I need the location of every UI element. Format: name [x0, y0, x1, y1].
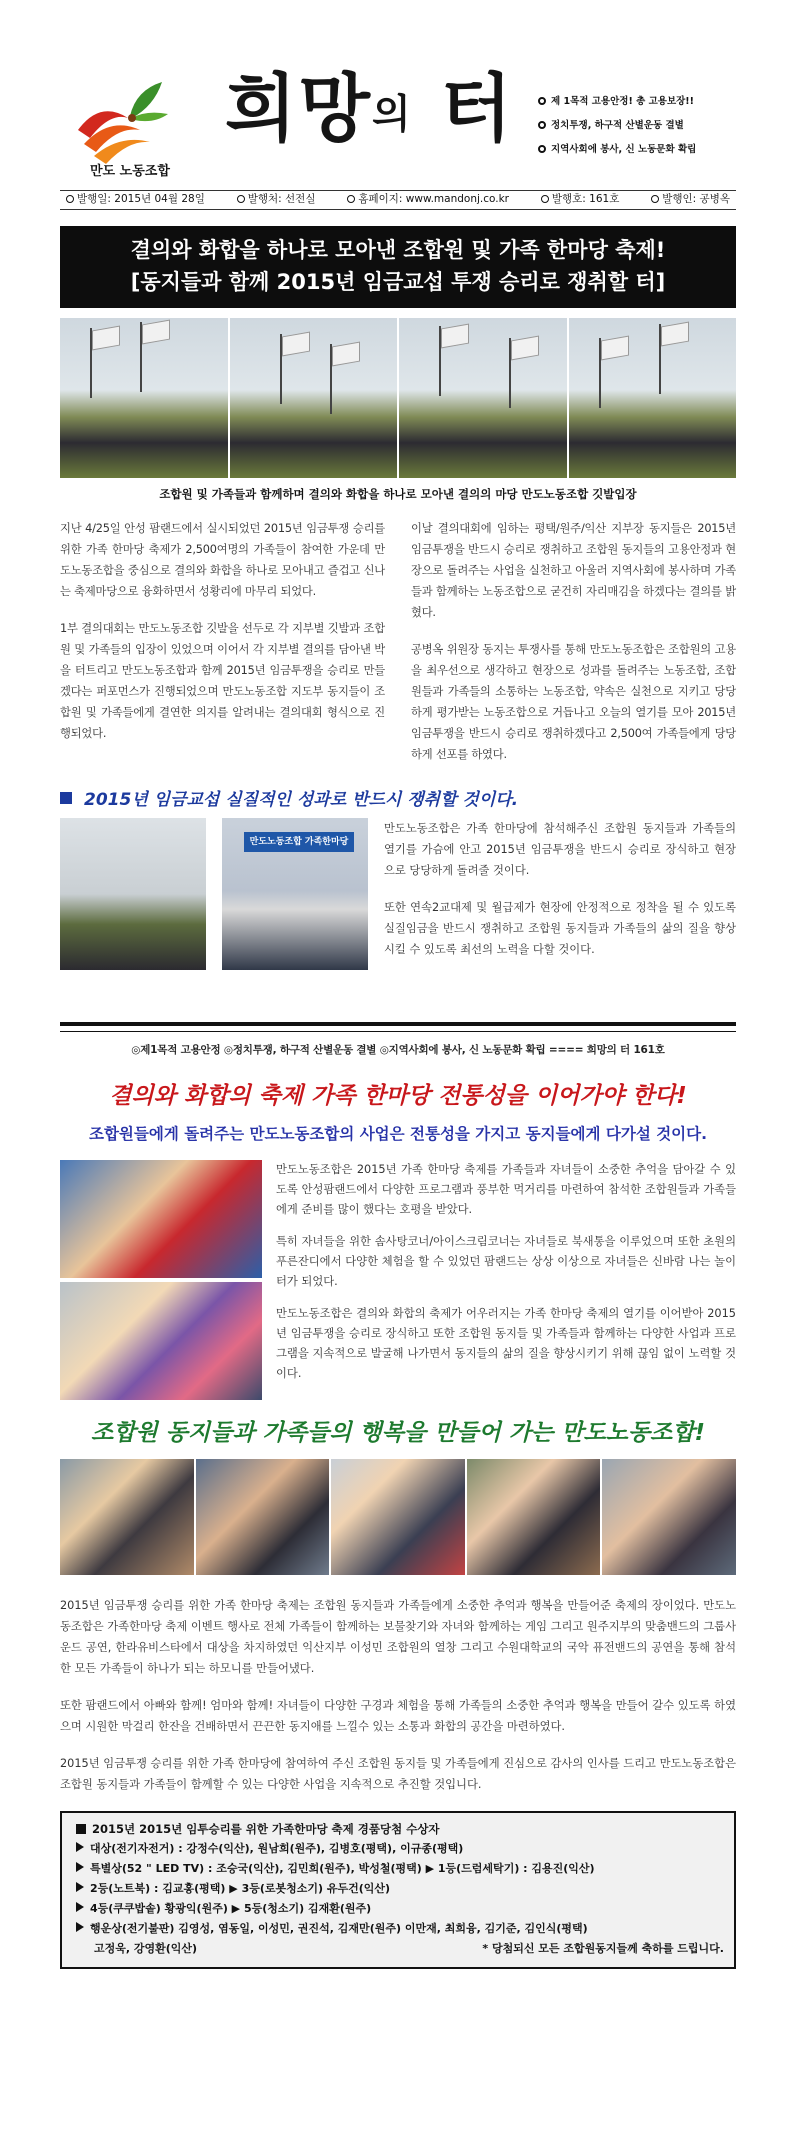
paragraph: 공병옥 위원장 동지는 투쟁사를 통해 만도노동조합은 조합원의 고용을 최우선으로 생각하고 현장으로 성과를 돌려주는 노동조합, 조합원들과 가족들의 소통하는 노동조합, 약속은 실천으로 지키고 당당하게 평가받는 노동조합으로 거듭나고 오늘의 열기를 모아 2015년 임금투쟁을 반드시 승리로 쟁취하겠다고 2,500여 가족들에게 당당하게 선포를 하였다. [411, 643, 736, 761]
photo-caption: 조합원 및 가족들과 함께하며 결의와 화합을 하나로 모아낸 결의의 마당 만도노동조합 깃발입장 [159, 487, 637, 501]
photo-family-3 [331, 1459, 465, 1575]
article-3 [60, 1160, 736, 1400]
paragraph: 또한 팜랜드에서 아빠와 함께! 엄마와 함께! 자녀들이 다양한 구경과 체험을 통해 가족들의 소중한 추억과 행복을 만들어 갈수 있도록 하였으며 시원한 막걸리 한잔을 건배하면서 끈끈한 동지애를 느낄수 있는 소통과 화합의 공간을 마련하였다. [60, 1699, 736, 1733]
prize-row-last [76, 1939, 724, 1959]
masthead [60, 0, 736, 190]
bullet-icon [538, 145, 546, 153]
triangle-bullet-icon [76, 1902, 84, 1912]
paragraph: 만도노동조합은 가족 한마당에 참석해주신 조합원 동지들과 가족들의 열기를 가슴에 안고 2015년 임금투쟁을 반드시 승리로 장식하고 현장으로 당당하게 돌려줄 것이다. [384, 822, 736, 877]
subheadline-tradition: 조합원들에게 돌려주는 만도노동조합의 사업은 전통성을 가지고 동지들에게 다가설 것이다. [88, 1125, 708, 1143]
slogan-ticker: ◎제1목적 고용안정 ◎정치투쟁, 하구적 산별운동 결별 ◎지역사회에 봉사, 신 노동문화 확립 ==== 희망의 터 161호 [131, 1044, 665, 1056]
prize-row: 2등(노트북) : 김교홍(평택) ▶ 3등(로봇청소기) 유두건(익산) [76, 1879, 724, 1899]
photo-children-1 [60, 1160, 262, 1278]
info-publisher: 발행처: 선전실 [237, 191, 316, 209]
triangle-bullet-icon [76, 1882, 84, 1892]
prize-row: 대상(전기자전거) : 강정수(익산), 원남희(원주), 김병호(평택), 이규종(평택) [76, 1839, 724, 1859]
flag-entry-photos [60, 318, 736, 478]
bullet-icon [541, 195, 549, 203]
main-headline [60, 226, 736, 308]
photo-family-4 [467, 1459, 601, 1575]
family-photos [60, 1459, 736, 1575]
photo-balloon-pole [60, 818, 206, 970]
photo-flag-entry-4 [569, 318, 737, 478]
bullet-icon [538, 97, 546, 105]
square-bullet-icon [76, 1824, 86, 1834]
prize-winners-box [60, 1811, 736, 1969]
article-4 [60, 1595, 736, 1795]
article-2-text [384, 818, 736, 976]
slogan-2: 정치투쟁, 하구적 산별운동 결별 [538, 114, 728, 138]
info-issue: 발행호: 161호 [541, 191, 620, 209]
photo-stage-group [222, 818, 368, 970]
prize-row: 행운상(전기불판) 김영성, 염동일, 이성민, 권진석, 김재만(원주) 이만재, 최희융, 김기준, 김인식(평택) [76, 1919, 724, 1939]
paragraph: 1부 결의대회는 만도노동조합 깃발을 선두로 각 지부별 깃발과 조합원 및 가족들의 입장이 있었으며 이어서 각 지부별 결의를 담아낸 박을 터트리고 만도노동조합과 함께 2015년 임금투쟁을 승리로 만들겠다는 퍼포먼스가 진행되었으며 만도노동조합 지도부 동지들이 조합원 및 가족들에게 결연한 의지를 알려내는 결의대회 형식으로 진행되었다. [60, 622, 385, 740]
title-part-a: 희망 [225, 66, 372, 152]
photo-family-1 [60, 1459, 194, 1575]
paragraph: 만도노동조합은 2015년 가족 한마당 축제를 가족들과 자녀들이 소중한 추억을 담아갈 수 있도록 안성팜랜드에서 다양한 프로그램과 풍부한 먹거리를 마련하여 참석한 조합원들과 가족들에게 준비를 많이 했다는 호평을 받았다. [276, 1163, 736, 1216]
section-divider [60, 1022, 736, 1032]
prize-row: 4등(쿠쿠밥솥) 황광익(원주) ▶ 5등(청소기) 김재환(원주) [76, 1899, 724, 1919]
paragraph: 2015년 임금투쟁 승리를 위한 가족 한마당에 참여하여 주신 조합원 동지들 및 가족들에게 진심으로 감사의 인사를 드리고 만도노동조합은 조합원 동지들과 가족들이 함께할 수 있는 다양한 사업을 지속적으로 추진할 것입니다. [60, 1757, 736, 1791]
info-date: 발행일: 2015년 04월 28일 [66, 191, 205, 209]
article-1-right [411, 518, 736, 781]
article-2 [60, 818, 736, 976]
article-1-left [60, 518, 385, 781]
prize-extra-winners: 고정욱, 강영환(익산) [94, 1942, 198, 1955]
newsletter-title [225, 66, 514, 152]
bullet-icon [237, 195, 245, 203]
slogans [538, 90, 728, 162]
triangle-bullet-icon [76, 1922, 84, 1932]
photo-family-2 [196, 1459, 330, 1575]
union-logo-icon [70, 60, 180, 170]
bullet-icon [66, 195, 74, 203]
paragraph: 지난 4/25일 안성 팜랜드에서 실시되었던 2015년 임금투쟁 승리를 위한 가족 한마당 축제가 2,500여명의 가족들이 참여한 가운데 만도노동조합을 중심으로 결의와 화합을 하나로 모아내고 즐겁고 신나는 축제마당으로 융화하면서 성황리에 마무리 되었다. [60, 522, 385, 598]
prize-winners-title: 2015년 2015년 임투승리를 위한 가족한마당 축제 경품당첨 수상자 [76, 1819, 724, 1839]
paragraph: 만도노동조합은 결의와 화합의 축제가 어우러지는 가족 한마당 축제의 열기를 이어받아 2015년 임금투쟁을 승리로 장식하고 또한 조합원 동지들 및 가족들과 함께하는 다양한 사업과 프로그램을 지속적으로 발굴해 나가면서 동지들의 삶의 질을 향상시키기 위해 끊임 없이 노력할 것이다. [276, 1307, 736, 1380]
paragraph: 2015년 임금투쟁 승리를 위한 가족 한마당 축제는 조합원 동지들과 가족들에게 소중한 추억과 행복을 만들어준 축제의 장이었다. 만도노동조합은 가족한마당 축제 이벤트 행사로 전체 가족들이 함께하는 보물찾기와 자녀와 함께하는 게임 그리고 원주지부의 맞춤밴드의 그룹사운드 공연, 한라유비스타에서 대상을 차지하였던 익산지부 이성민 조합원의 열창 그리고 수원대학교의 국악 퓨전밴드의 공연을 통해 참석한 모든 가족들이 하나가 되는 하모니를 만들어냈다. [60, 1599, 736, 1675]
headline-line-1: 결의와 화합을 하나로 모아낸 조합원 및 가족 한마당 축제! [130, 238, 666, 262]
union-name: 만도 노동조합 [90, 164, 170, 179]
headline-happiness: 조합원 동지들과 가족들의 행복을 만들어 가는 만도노동조합! [91, 1420, 705, 1446]
slogan-1: 제 1목적 고용안정! 총 고용보장!! [538, 90, 728, 114]
info-editor: 발행인: 공병옥 [651, 191, 730, 209]
info-homepage[interactable]: 홈페이지: www.mandonj.co.kr [347, 191, 509, 209]
title-part-c: 터 [440, 66, 514, 152]
prize-row: 특별상(52 " LED TV) : 조승국(익산), 김민희(원주), 박성철(평택) ▶ 1등(드럼세탁기) : 김용진(익산) [76, 1859, 724, 1879]
slogan-3: 지역사회에 봉사, 신 노동문화 확립 [538, 138, 728, 162]
photo-children-2 [60, 1282, 262, 1400]
congratulations-note: * 당첨되신 모든 조합원동지들께 축하를 드립니다. [482, 1942, 724, 1955]
article-1 [60, 518, 736, 781]
article-3-text [276, 1160, 736, 1400]
children-photos [60, 1160, 262, 1400]
triangle-bullet-icon [76, 1862, 84, 1872]
photo-flag-entry-3 [399, 318, 567, 478]
photo-flag-entry-1 [60, 318, 228, 478]
bullet-icon [538, 121, 546, 129]
title-part-b: 의 [371, 90, 413, 138]
headline-tradition: 결의와 화합의 축제 가족 한마당 전통성을 이어가야 한다! [109, 1083, 687, 1109]
bullet-icon [651, 195, 659, 203]
stage-banner: 만도노동조합 가족한마당 [244, 832, 354, 852]
bullet-icon [347, 195, 355, 203]
photo-family-5 [602, 1459, 736, 1575]
paragraph: 이날 결의대회에 임하는 평택/원주/익산 지부장 동지들은 2015년 임금투쟁을 반드시 승리로 쟁취하고 조합원 동지들의 고용안정과 현장으로 돌려주는 사업을 실천하고 아울러 지역사회에 봉사하며 가족들과 함께하는 노동조합으로 굳건히 자리매김을 하겠다는 결의를 밝혔다. [411, 522, 736, 619]
photo-flag-entry-2 [230, 318, 398, 478]
subheading-wage-bargaining: 2015년 임금교섭 실질적인 성과로 반드시 쟁취할 것이다. [60, 785, 736, 810]
triangle-bullet-icon [76, 1842, 84, 1852]
headline-line-2: [동지들과 함께 2015년 임금교섭 투쟁 승리로 쟁취할 터] [130, 270, 666, 294]
paragraph: 특히 자녀들을 위한 솜사탕코너/아이스크림코너는 자녀들로 북새통을 이루었으며 또한 초원의 푸른잔디에서 다양한 체험을 할 수 있었던 팜랜드는 상상 이상으로 자녀들은 신바람 나는 놀이터가 되었다. [276, 1235, 736, 1288]
paragraph: 또한 연속2교대제 및 월급제가 현장에 안정적으로 정착을 될 수 있도록 실질임금을 반드시 쟁취하고 조합원 동지들과 가족들의 삶의 질을 향상시킬 수 있도록 최선의 노력을 다할 것이다. [384, 901, 736, 956]
publication-info-bar [60, 190, 736, 210]
square-bullet-icon [60, 792, 72, 804]
